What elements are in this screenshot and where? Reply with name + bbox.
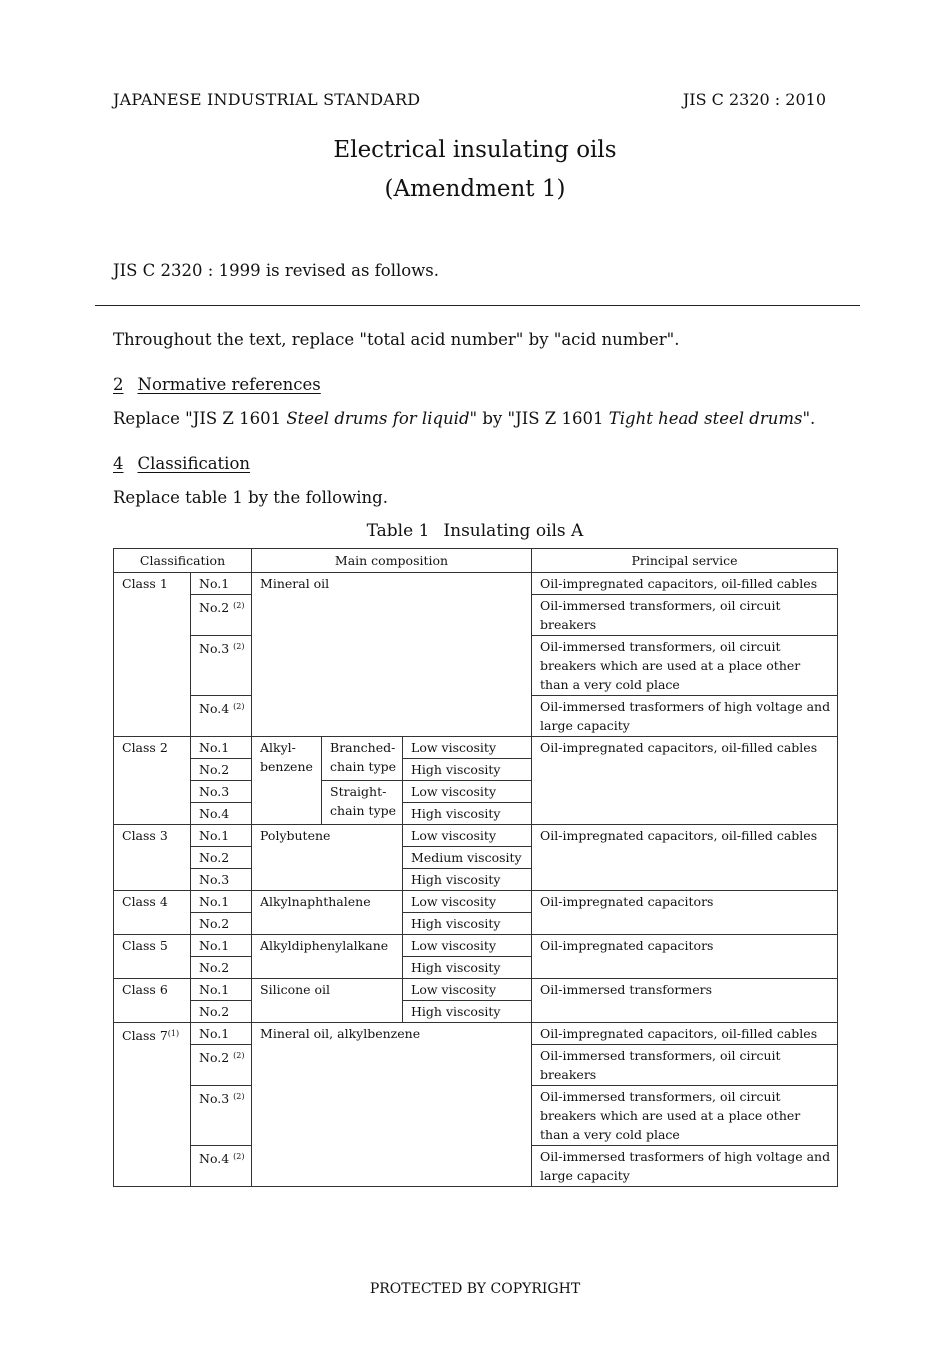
- grade-no: No.1: [191, 573, 252, 595]
- table-row: [114, 737, 838, 759]
- grade-no-text: No.2: [199, 1050, 230, 1065]
- standard-type-label: JAPANESE INDUSTRIAL STANDARD: [113, 90, 421, 109]
- grade-no: No.2: [191, 1001, 252, 1023]
- footnote-ref: (2): [233, 1051, 245, 1060]
- table-row: [114, 1023, 838, 1045]
- section-4-title: Classification: [137, 454, 251, 473]
- document-title: Electrical insulating oils: [333, 137, 617, 163]
- section-2-title: Normative references: [137, 375, 321, 394]
- composition-cell: Mineral oil: [252, 573, 532, 737]
- class-label: Class 3: [114, 825, 191, 891]
- service-cell: Oil-impregnated capacitors: [532, 935, 838, 979]
- grade-no: [191, 595, 252, 636]
- s2-text-b: " by "JIS Z 1601: [469, 409, 609, 428]
- standard-number: JIS C 2320 : 2010: [682, 90, 826, 109]
- service-cell: Oil-impregnated capacitors, oil-filled cables: [532, 573, 838, 595]
- s2-italic-b: Tight head steel drums: [608, 409, 803, 428]
- section-2-number: 2: [113, 375, 124, 394]
- header-service: Principal service: [532, 549, 838, 573]
- grade-no: No.1: [191, 825, 252, 847]
- table-row: [114, 573, 838, 595]
- grade-no: No.2: [191, 759, 252, 781]
- service-cell: Oil-immersed transformers, oil circuit breakers: [532, 1045, 838, 1086]
- grade-no-text: No.2: [199, 600, 230, 615]
- table-caption-title: Insulating oils A: [443, 521, 584, 541]
- viscosity-cell: Low viscosity: [403, 935, 532, 957]
- grade-no: No.1: [191, 979, 252, 1001]
- header-classification: Classification: [114, 549, 252, 573]
- class-label-text: Class 7: [122, 1028, 168, 1043]
- grade-no: No.1: [191, 737, 252, 759]
- grade-no: No.1: [191, 1023, 252, 1045]
- composition-cell: Silicone oil: [252, 979, 403, 1023]
- table-caption: [0, 521, 950, 541]
- table-row: [114, 891, 838, 913]
- service-cell: Oil-immersed transformers: [532, 979, 838, 1023]
- viscosity-cell: High viscosity: [403, 869, 532, 891]
- grade-no: [191, 696, 252, 737]
- service-cell: Oil-impregnated capacitors, oil-filled cables: [532, 825, 838, 891]
- footnote-ref: (2): [233, 702, 245, 711]
- document-subtitle: (Amendment 1): [384, 176, 566, 202]
- s2-italic-a: Steel drums for liquid: [286, 409, 470, 428]
- grade-no: [191, 1086, 252, 1146]
- viscosity-cell: High viscosity: [403, 1001, 532, 1023]
- grade-no: No.1: [191, 935, 252, 957]
- service-cell: Oil-immersed trasformers of high voltage and large capacity: [532, 1146, 838, 1187]
- grade-no-text: No.4: [199, 1151, 230, 1166]
- grade-no: No.4: [191, 803, 252, 825]
- replace-text: Throughout the text, replace "total acid number" by "acid number".: [113, 330, 680, 349]
- viscosity-cell: High viscosity: [403, 957, 532, 979]
- viscosity-cell: High viscosity: [403, 803, 532, 825]
- footnote-ref: (2): [233, 1152, 245, 1161]
- composition-cell: Alkyl-benzene: [252, 737, 322, 825]
- table-header-row: [114, 549, 838, 573]
- grade-no: No.1: [191, 891, 252, 913]
- service-cell: Oil-impregnated capacitors, oil-filled cables: [532, 737, 838, 825]
- service-cell: Oil-immersed trasformers of high voltage and large capacity: [532, 696, 838, 737]
- viscosity-cell: Low viscosity: [403, 979, 532, 1001]
- composition-cell: Polybutene: [252, 825, 403, 891]
- section-4-text: Replace table 1 by the following.: [113, 488, 388, 507]
- header-composition: Main composition: [252, 549, 532, 573]
- grade-no-text: No.3: [199, 1091, 230, 1106]
- grade-no: No.2: [191, 913, 252, 935]
- viscosity-cell: High viscosity: [403, 759, 532, 781]
- service-cell: Oil-impregnated capacitors: [532, 891, 838, 935]
- viscosity-cell: Low viscosity: [403, 737, 532, 759]
- class-label: [114, 1023, 191, 1187]
- section-4-number: 4: [113, 454, 124, 473]
- viscosity-cell: Low viscosity: [403, 825, 532, 847]
- copyright-footer: PROTECTED BY COPYRIGHT: [369, 1281, 581, 1297]
- section-2-heading: [113, 375, 321, 394]
- s2-text-a: Replace "JIS Z 1601: [113, 409, 287, 428]
- insulating-oils-table: [113, 548, 838, 1187]
- grade-no: No.3: [191, 781, 252, 803]
- table-row: [114, 825, 838, 847]
- footnote-ref: (2): [233, 601, 245, 610]
- table-caption-number: Table 1: [366, 521, 430, 541]
- grade-no: No.2: [191, 847, 252, 869]
- class-label: Class 6: [114, 979, 191, 1023]
- service-cell: Oil-immersed transformers, oil circuit breakers: [532, 595, 838, 636]
- class-label: Class 1: [114, 573, 191, 737]
- s2-text-c: ".: [802, 409, 816, 428]
- grade-no: [191, 1045, 252, 1086]
- class-label: Class 4: [114, 891, 191, 935]
- chain-type-cell: Branched-chain type: [322, 737, 403, 781]
- footnote-ref: (2): [233, 642, 245, 651]
- table-row: [114, 935, 838, 957]
- class-label: Class 2: [114, 737, 191, 825]
- service-cell: Oil-impregnated capacitors, oil-filled cables: [532, 1023, 838, 1045]
- service-cell: Oil-immersed transformers, oil circuit breakers which are used at a place other than a very cold place: [532, 636, 838, 696]
- table-row: [114, 979, 838, 1001]
- grade-no: No.2: [191, 957, 252, 979]
- class-label: Class 5: [114, 935, 191, 979]
- composition-cell: Mineral oil, alkylbenzene: [252, 1023, 532, 1187]
- grade-no-text: No.3: [199, 641, 230, 656]
- service-cell: Oil-immersed transformers, oil circuit breakers which are used at a place other than a very cold place: [532, 1086, 838, 1146]
- grade-no: [191, 1146, 252, 1187]
- composition-cell: Alkylnaphthalene: [252, 891, 403, 935]
- viscosity-cell: Medium viscosity: [403, 847, 532, 869]
- viscosity-cell: Low viscosity: [403, 781, 532, 803]
- footnote-ref: (1): [167, 1029, 180, 1038]
- footnote-ref: (2): [233, 1092, 245, 1101]
- viscosity-cell: Low viscosity: [403, 891, 532, 913]
- section-4-heading: [113, 454, 250, 473]
- grade-no-text: No.4: [199, 701, 230, 716]
- composition-cell: Alkyldiphenylalkane: [252, 935, 403, 979]
- grade-no: [191, 636, 252, 696]
- chain-type-cell: Straight-chain type: [322, 781, 403, 825]
- section-2-text: [113, 409, 815, 428]
- divider-rule: [95, 305, 860, 306]
- viscosity-cell: High viscosity: [403, 913, 532, 935]
- intro-text: JIS C 2320 : 1999 is revised as follows.: [113, 261, 440, 280]
- grade-no: No.3: [191, 869, 252, 891]
